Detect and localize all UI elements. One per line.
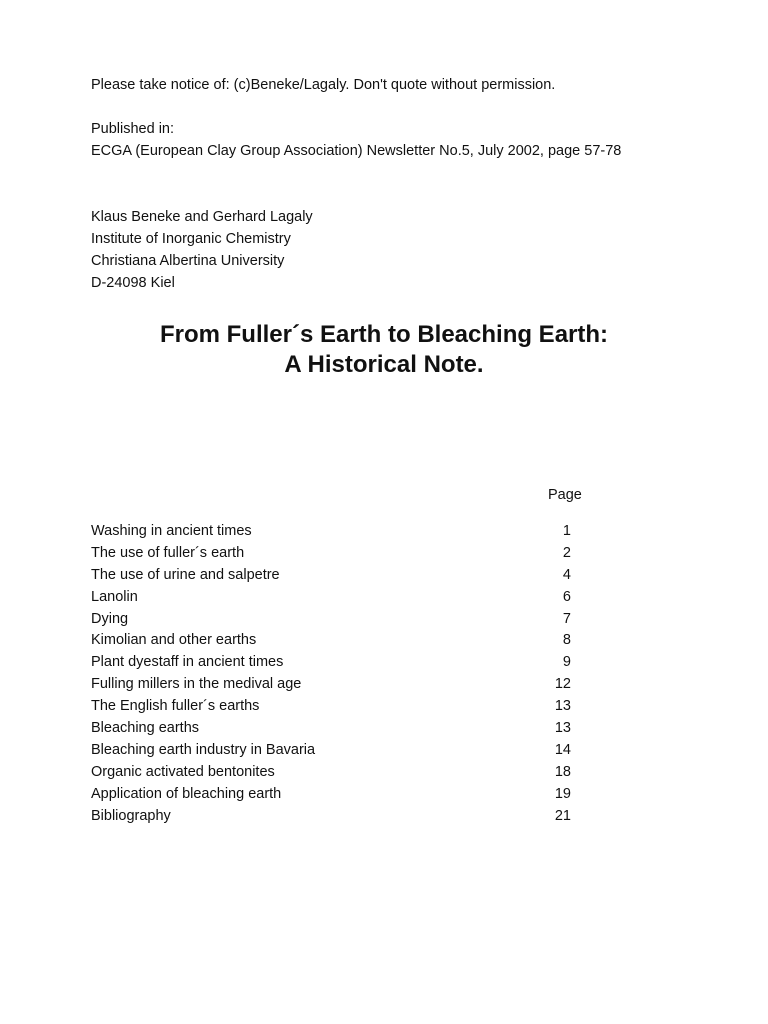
- toc-entry-label: Application of bleaching earth: [91, 785, 282, 802]
- toc-page-header: Page: [548, 487, 582, 503]
- table-of-contents: [91, 522, 571, 828]
- toc-entry-page: 8: [562, 632, 571, 649]
- copyright-notice: Please take notice of: (c)Beneke/Lagaly. Don't quote without permission.: [91, 77, 556, 93]
- toc-entry-page: 12: [554, 676, 571, 693]
- publication-source: ECGA (European Clay Group Association) Newsletter No.5, July 2002, page 57-78: [91, 143, 622, 159]
- toc-entry-page: 21: [554, 807, 571, 824]
- toc-entry-label: Bibliography: [91, 807, 171, 824]
- toc-row: [91, 631, 571, 653]
- toc-entry-label: Lanolin: [91, 588, 138, 605]
- toc-entry-page: 9: [562, 654, 571, 671]
- author-names: Klaus Beneke and Gerhard Lagaly: [91, 209, 313, 225]
- toc-entry-page: 18: [554, 763, 571, 780]
- toc-entry-label: Bleaching earths: [91, 720, 200, 737]
- toc-entry-label: The use of fuller´s earth: [91, 544, 245, 561]
- document-title-line-2: A Historical Note.: [284, 351, 484, 378]
- toc-row: [91, 522, 571, 544]
- toc-entry-page: 14: [554, 741, 571, 758]
- toc-row: [91, 763, 571, 785]
- toc-row: [91, 653, 571, 675]
- published-label: Published in:: [91, 121, 175, 137]
- toc-entry-page: 13: [554, 698, 571, 715]
- toc-entry-page: 6: [562, 588, 571, 605]
- toc-row: [91, 544, 571, 566]
- author-institute: Institute of Inorganic Chemistry: [91, 231, 291, 247]
- toc-row: [91, 741, 571, 763]
- toc-row: [91, 588, 571, 610]
- toc-row: [91, 566, 571, 588]
- toc-row: [91, 697, 571, 719]
- toc-entry-label: Dying: [91, 610, 129, 627]
- author-university: Christiana Albertina University: [91, 253, 285, 269]
- toc-entry-label: Washing in ancient times: [91, 523, 252, 539]
- toc-entry-page: 13: [554, 720, 571, 737]
- toc-row: [91, 785, 571, 807]
- toc-entry-label: The English fuller´s earths: [91, 698, 260, 715]
- toc-entry-label: The use of urine and salpetre: [91, 566, 280, 583]
- toc-entry-label: Organic activated bentonites: [91, 763, 275, 780]
- toc-entry-label: Bleaching earth industry in Bavaria: [91, 741, 316, 758]
- author-city: D-24098 Kiel: [91, 275, 175, 291]
- toc-entry-label: Kimolian and other earths: [91, 632, 257, 649]
- toc-row: [91, 719, 571, 741]
- toc-entry-page: 2: [562, 544, 571, 561]
- toc-row: [91, 675, 571, 697]
- toc-row: [91, 807, 571, 829]
- toc-entry-page: 19: [554, 785, 571, 802]
- toc-row: [91, 610, 571, 632]
- document-title-line-1: From Fuller´s Earth to Bleaching Earth:: [159, 321, 609, 348]
- toc-entry-page: 4: [562, 566, 571, 583]
- toc-entry-label: Fulling millers in the medival age: [91, 676, 302, 693]
- toc-entry-label: Plant dyestaff in ancient times: [91, 654, 284, 671]
- toc-entry-page: 1: [562, 523, 571, 539]
- toc-entry-page: 7: [562, 610, 571, 627]
